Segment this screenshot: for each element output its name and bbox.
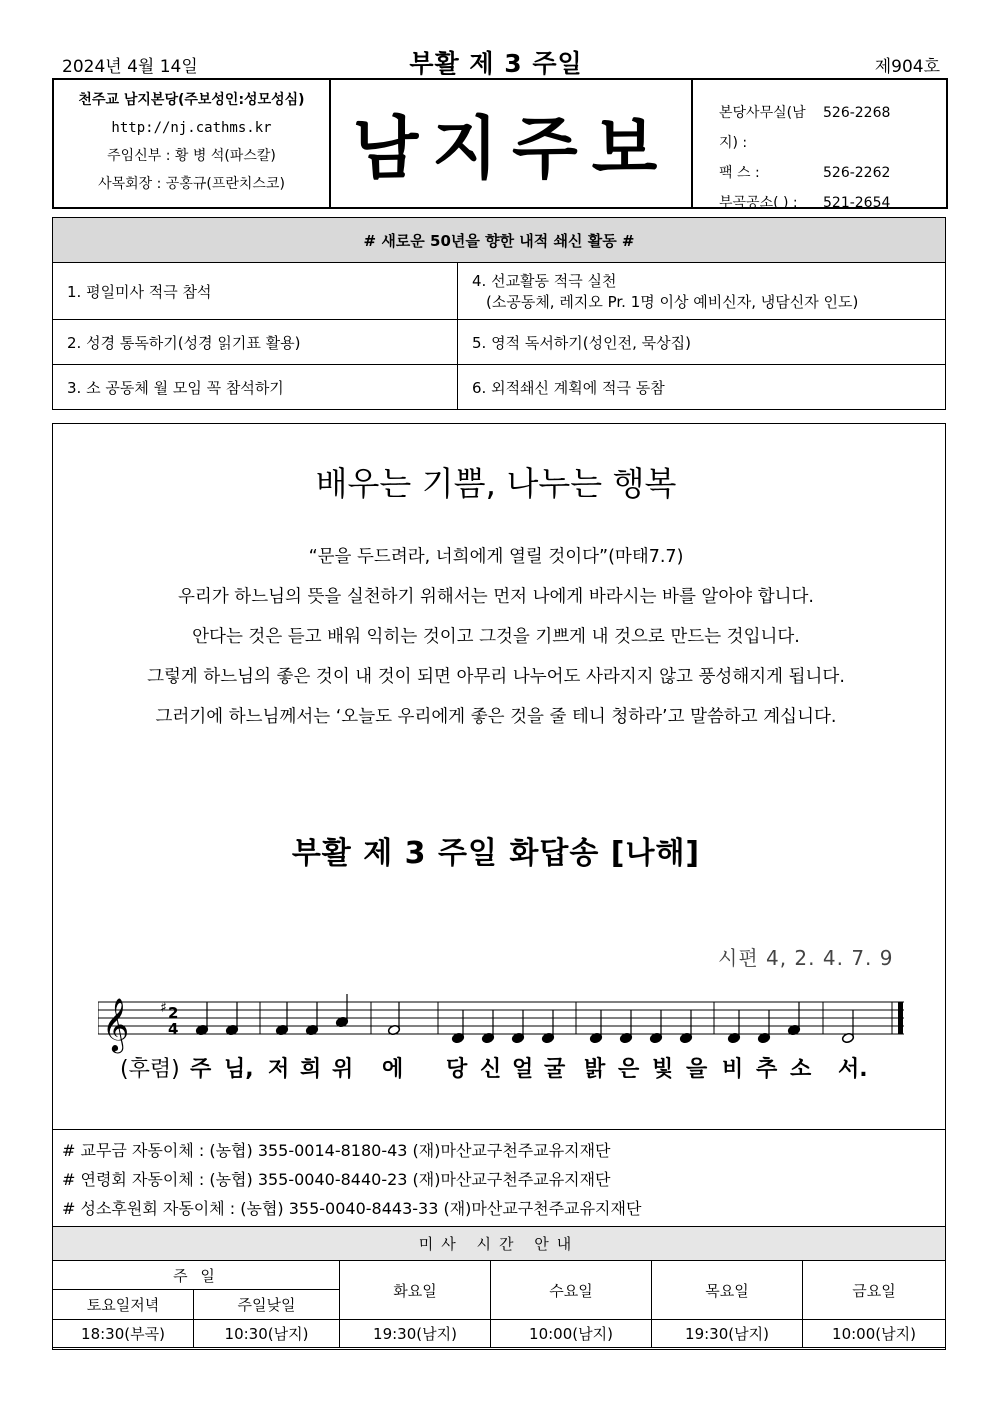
lyric-syllable: 당 xyxy=(446,1057,468,1082)
treble-clef-icon: 𝄞 xyxy=(102,997,130,1051)
key-sharp-icon: ♯ xyxy=(160,1000,167,1016)
lyric-syllable: 희 xyxy=(300,1057,322,1082)
essay-line: 우리가 하느님의 뜻을 실천하기 위해서는 먼저 나에게 바라시는 바를 알아야 합니다. xyxy=(178,587,814,607)
lyric-syllable: 을 xyxy=(686,1057,708,1082)
account-line: # 교무금 자동이체 : (농협) 355-0014-8180-43 (재)마산교구천주교유지재단 xyxy=(62,1141,611,1160)
essay-line: “문을 두드려라, 너희에게 열릴 것이다”(마태7.7) xyxy=(308,547,684,567)
mass-time: 10:00(남지) xyxy=(803,1320,946,1348)
office-phone-row: 본당사무실(남지) : 526-2268 xyxy=(719,105,891,151)
day-header: 화요일 xyxy=(340,1261,491,1320)
lyric-syllable: (후렴) xyxy=(120,1057,180,1082)
day-header: 수요일 xyxy=(491,1261,652,1320)
parish-url[interactable]: http://nj.cathms.kr xyxy=(111,120,272,136)
parish-line: 천주교 남지본당(주보성인:성모성심) xyxy=(78,92,305,108)
lyric-syllable: 밝 xyxy=(584,1057,606,1082)
activity-item: 5. 영적 독서하기(성인전, 묵상집) xyxy=(458,320,946,365)
mission-phone-row: 부곡공소( ) : 521-2654 xyxy=(719,195,891,211)
essay-title: 배우는 기쁨, 나누는 행복 xyxy=(315,464,677,503)
masthead xyxy=(52,78,948,209)
essay-body xyxy=(0,537,992,737)
mass-time: 19:30(남지) xyxy=(340,1320,491,1348)
sunday-header: 주 일 xyxy=(53,1261,340,1290)
liturgical-day-title: 부활 제 3 주일 xyxy=(409,49,583,78)
account-line: # 성소후원회 자동이체 : (농협) 355-0040-8443-33 (재)마산교구천주교유지재단 xyxy=(62,1199,642,1218)
lyric-syllable: 굴 xyxy=(544,1057,566,1082)
renewal-activities-table xyxy=(52,217,946,410)
essay-line: 안다는 것은 듣고 배워 익히는 것이고 그것을 기쁘게 내 것으로 만드는 것입니다. xyxy=(192,627,800,647)
essay-line: 그렇게 하느님의 좋은 것이 내 것이 되면 아무리 나누어도 사라지지 않고 풍성해지게 됩니다. xyxy=(147,667,845,687)
time-signature-top: 2 xyxy=(168,1004,179,1022)
day-header: 목요일 xyxy=(652,1261,803,1320)
mass-time: 10:30(남지) xyxy=(194,1320,340,1348)
lyric-syllable: 추 xyxy=(756,1057,778,1082)
lyric-syllable: 은 xyxy=(618,1057,640,1082)
lyric-syllable: 저 xyxy=(268,1057,290,1082)
contact-info xyxy=(693,80,946,211)
day-header: 금요일 xyxy=(803,1261,946,1320)
accounts-divider xyxy=(52,1129,946,1130)
activity-item: 4. 선교활동 적극 실천 (소공동체, 레지오 Pr. 1명 이상 예비신자, 냉담신자 인도) xyxy=(458,263,946,320)
activity-item: 1. 평일미사 적극 참석 xyxy=(53,263,458,320)
essay-line: 그러기에 하느님께서는 ‘오늘도 우리에게 좋은 것을 줄 테니 청하라’고 말씀하고 계십니다. xyxy=(155,707,837,727)
bulletin-date: 2024년 4월 14일 xyxy=(62,57,198,77)
music-staff xyxy=(98,990,910,1060)
mass-time: 19:30(남지) xyxy=(652,1320,803,1348)
psalm-reference: 시편 4, 2. 4. 7. 9 xyxy=(718,946,894,970)
mass-schedule-table xyxy=(52,1226,946,1348)
lyric-syllable: 얼 xyxy=(512,1057,534,1082)
pastor-name: 주임신부 : 황 병 석(파스칼) xyxy=(107,148,276,164)
activity-item: 2. 성경 통독하기(성경 읽기표 활용) xyxy=(53,320,458,365)
lyric-syllable: 서. xyxy=(838,1057,868,1082)
mass-time: 18:30(부곡) xyxy=(53,1320,194,1348)
lyric-syllable: 님, xyxy=(224,1057,254,1082)
time-signature-bottom: 4 xyxy=(168,1020,179,1038)
lyric-syllable: 비 xyxy=(722,1057,744,1082)
lyric-syllable: 에 xyxy=(382,1057,404,1082)
parish-info xyxy=(54,80,331,207)
bulletin-name: 남지주보 xyxy=(333,80,693,207)
fax-row: 팩 스 : 526-2262 xyxy=(719,165,891,181)
issue-number: 제904호 xyxy=(874,57,940,77)
psalm-title: 부활 제 3 주일 화답송 [나해] xyxy=(291,836,701,871)
renewal-heading: # 새로운 50년을 향한 내적 쇄신 활동 # xyxy=(53,218,946,263)
account-line: # 연령회 자동이체 : (농협) 355-0040-8440-23 (재)마산교구천주교유지재단 xyxy=(62,1170,611,1189)
lyric-syllable: 주 xyxy=(190,1057,212,1082)
activity-item: 6. 외적쇄신 계획에 적극 동참 xyxy=(458,365,946,410)
day-header: 주일낮일 xyxy=(194,1290,340,1320)
mass-time: 10:00(남지) xyxy=(491,1320,652,1348)
lyric-syllable: 신 xyxy=(480,1057,502,1082)
council-president: 사목회장 : 공홍규(프란치스코) xyxy=(98,176,285,192)
activity-item: 3. 소 공동체 월 모임 꼭 참석하기 xyxy=(53,365,458,410)
lyric-syllable: 소 xyxy=(790,1057,812,1082)
lyric-syllable: 위 xyxy=(332,1057,354,1082)
lyric-syllable: 빛 xyxy=(652,1057,674,1082)
day-header: 토요일저녁 xyxy=(53,1290,194,1320)
mass-heading: 미사 시간 안내 xyxy=(53,1227,946,1261)
